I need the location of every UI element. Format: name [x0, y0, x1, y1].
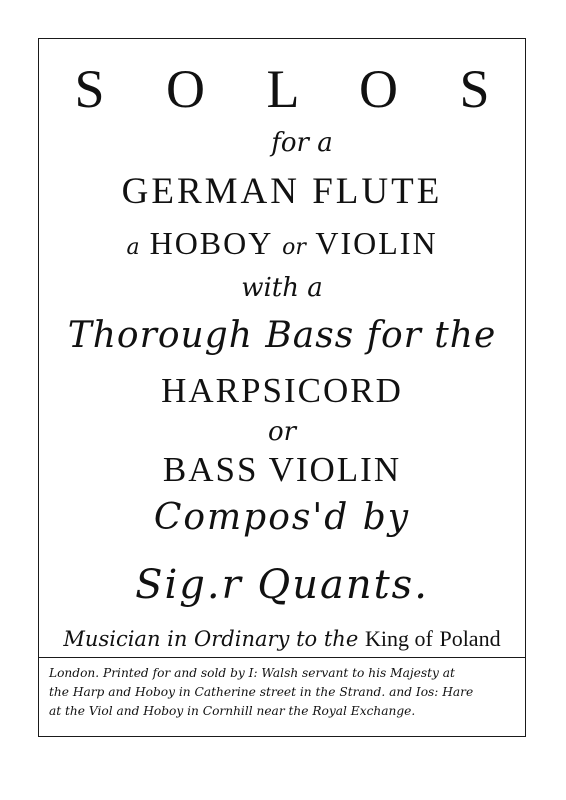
- king-of: King of: [364, 626, 433, 651]
- imprint-line-3: at the Viol and Hoboy in Cornhill near the Royal Exchange.: [49, 704, 416, 718]
- a-prefix: a: [126, 235, 140, 260]
- line-with-a: with a: [241, 273, 323, 303]
- instrument-violin: VIOLIN: [315, 225, 438, 261]
- line-german-flute: GERMAN FLUTE: [121, 171, 443, 212]
- line-for-a: for a: [271, 128, 333, 158]
- musician-prefix: Musician in Ordinary to the: [63, 627, 359, 651]
- poland: Poland: [439, 626, 501, 651]
- or-small: or: [282, 235, 306, 260]
- line-hoboy-violin: [38, 227, 526, 259]
- instrument-hoboy: HOBOY: [149, 225, 273, 261]
- imprint-line-1: London. Printed for and sold by I: Walsh servant to his Majesty at: [49, 666, 455, 680]
- line-thorough-bass: Thorough Bass for the: [67, 315, 497, 356]
- title-solos: S O L O S: [74, 59, 514, 119]
- line-bass-violin: BASS VIOLIN: [162, 450, 402, 489]
- line-harpsicord: HARPSICORD: [161, 371, 403, 410]
- line-composer: Sig.r Quants.: [135, 562, 429, 608]
- imprint-box: [38, 658, 526, 737]
- line-composed-by: Compos'd by: [153, 497, 411, 538]
- imprint-line-2: the Harp and Hoboy in Catherine street in the Strand. and Ios: Hare: [49, 685, 474, 699]
- line-musician: [38, 628, 526, 650]
- line-or: or: [267, 417, 297, 447]
